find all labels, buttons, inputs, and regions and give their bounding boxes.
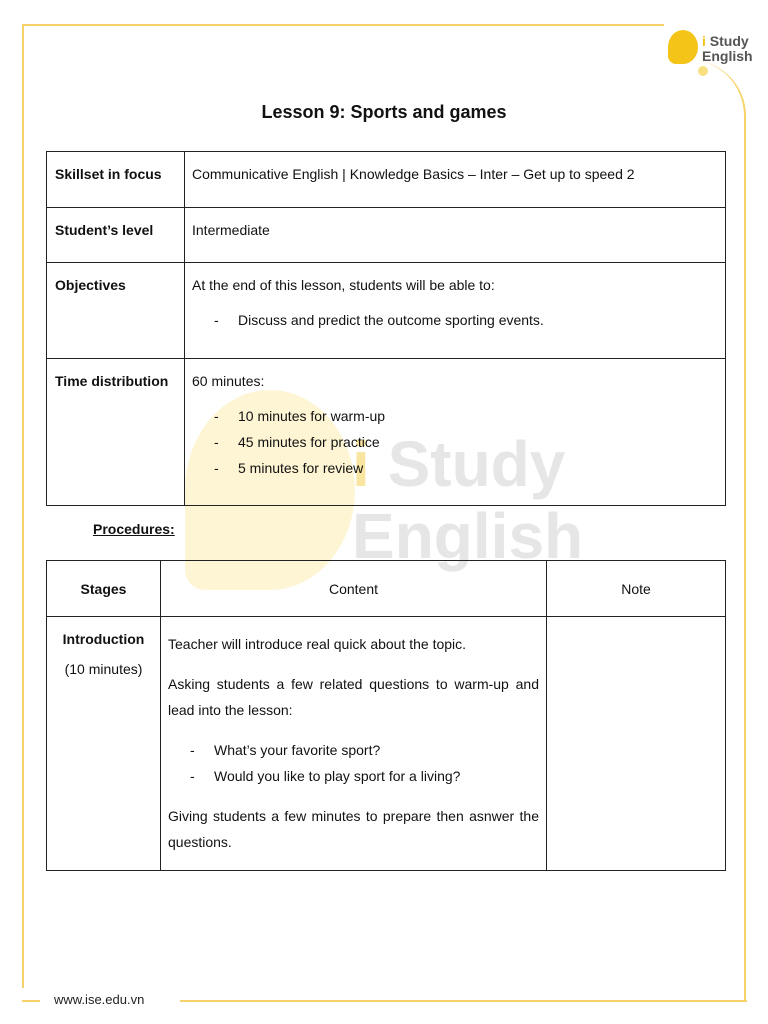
header-content: Content — [161, 561, 547, 617]
stage-name: Introduction — [62, 631, 145, 647]
table-row — [47, 263, 726, 359]
table-row — [47, 359, 726, 506]
watermark-text: i Study English — [352, 428, 584, 572]
skillset-value: Communicative English | Knowledge Basics – Inter – Get up to speed 2 — [185, 152, 726, 208]
lesson-info-table — [46, 151, 726, 506]
list-item: - 5 minutes for review — [214, 455, 718, 481]
brand-logo — [668, 28, 758, 80]
stage-cell — [47, 617, 161, 871]
time-label: Time distribution — [47, 359, 185, 506]
frame-border-bottom-left — [22, 1000, 40, 1002]
objectives-list — [192, 307, 718, 333]
list-item: - 45 minutes for practice — [214, 429, 718, 455]
time-cell — [185, 359, 726, 506]
frame-border-left — [22, 24, 24, 988]
content-paragraph: Asking students a few related questions to warm-up and lead into the lesson: — [168, 676, 539, 718]
content-paragraph: Teacher will introduce real quick about the topic. — [168, 636, 467, 652]
list-item: - 10 minutes for warm-up — [214, 403, 718, 429]
level-label: Student’s level — [47, 208, 185, 263]
logo-dot-icon — [698, 66, 708, 76]
level-value: Intermediate — [185, 208, 726, 263]
time-list — [192, 403, 718, 481]
frame-border-bottom — [180, 1000, 747, 1002]
footer-website-link[interactable]: www.ise.edu.vn — [54, 992, 145, 1007]
table-row — [47, 208, 726, 263]
objectives-label: Objectives — [47, 263, 185, 359]
objectives-intro: At the end of this lesson, students will be able to: — [192, 277, 495, 293]
skillset-label: Skillset in focus — [47, 152, 185, 208]
list-item: - Discuss and predict the outcome sporting events. — [214, 307, 718, 333]
table-row — [47, 617, 726, 871]
content-paragraph: Giving students a few minutes to prepare then asnwer the questions. — [168, 808, 539, 850]
content-cell — [161, 617, 547, 871]
procedures-table — [46, 560, 726, 871]
time-intro: 60 minutes: — [192, 373, 265, 389]
frame-border-top — [22, 24, 664, 26]
logo-bubble-icon — [668, 30, 698, 64]
list-item: - Would you like to play sport for a living? — [190, 763, 539, 789]
procedures-heading: Procedures: — [93, 521, 175, 537]
header-note: Note — [547, 561, 726, 617]
table-header-row — [47, 561, 726, 617]
stage-duration: (10 minutes) — [64, 661, 143, 677]
table-row — [47, 152, 726, 208]
objectives-cell — [185, 263, 726, 359]
list-item: - What’s your favorite sport? — [190, 737, 539, 763]
header-stages: Stages — [47, 561, 161, 617]
page-title: Lesson 9: Sports and games — [261, 102, 507, 122]
questions-list — [168, 737, 539, 789]
note-cell — [547, 617, 726, 871]
logo-text: i Study English — [702, 33, 753, 64]
